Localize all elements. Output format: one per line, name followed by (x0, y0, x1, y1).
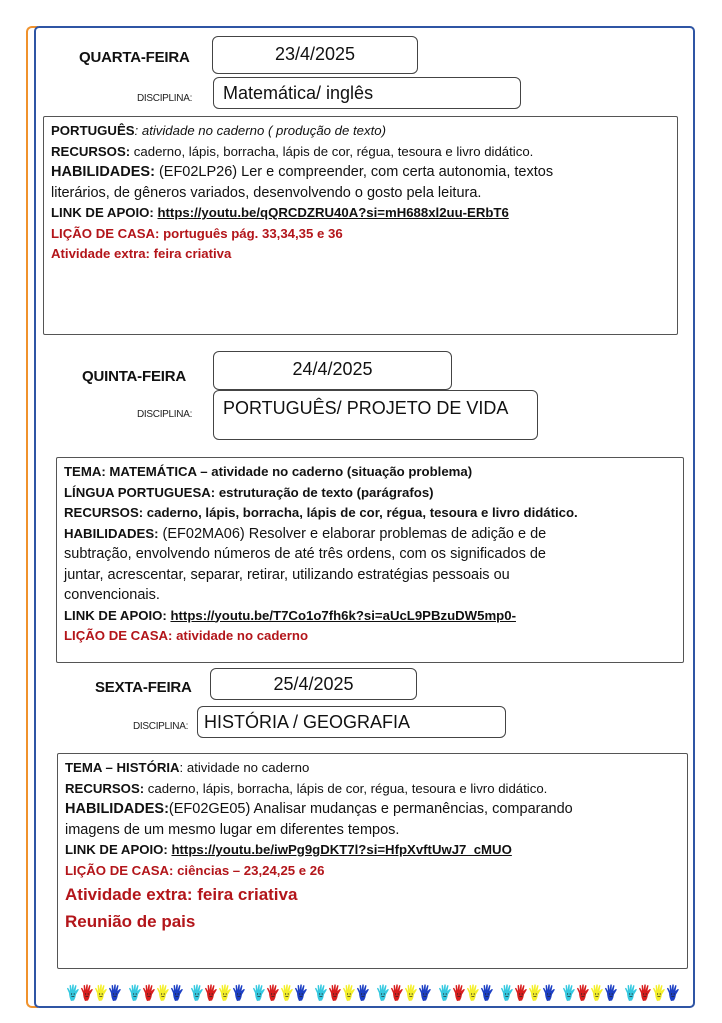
hand-icon (390, 984, 404, 1002)
hand-group-icon (562, 984, 618, 1002)
resources-text: caderno, lápis, borracha, lápis de cor, régua, tesoura e livro didático. (144, 780, 548, 796)
hand-icon (170, 984, 184, 1002)
skills-text-2: literários, de gêneros variados, desenvolvendo o gosto pela leitura. (51, 184, 482, 201)
hand-group-icon (128, 984, 184, 1002)
hand-icon (652, 984, 666, 1002)
hand-icon (80, 984, 94, 1002)
hand-icon (128, 984, 142, 1002)
extra-activity-text: Atividade extra: feira criativa (51, 246, 232, 261)
hand-icon (342, 984, 356, 1002)
resources-text: RECURSOS: caderno, lápis, borracha, lápis de cor, régua, tesoura e livro didático. (64, 505, 578, 520)
skills-text-3: juntar, acrescentar, separar, retirar, utilizando estratégias pessoais ou (64, 566, 510, 583)
hand-icon (94, 984, 108, 1002)
hands-row-icon (66, 984, 680, 1002)
hand-icon (404, 984, 418, 1002)
skills-label: HABILIDADES: (64, 525, 159, 541)
skills-text-1: (EF02MA06) Resolver e elaborar problemas de adição e de (158, 525, 547, 542)
hand-icon (500, 984, 514, 1002)
hand-icon (108, 984, 122, 1002)
discipline-field-thursday: PORTUGUÊS/ PROJETO DE VIDA (213, 390, 538, 440)
hand-icon (514, 984, 528, 1002)
hand-icon (576, 984, 590, 1002)
link-label: LINK DE APOIO: (64, 607, 171, 623)
hand-icon (452, 984, 466, 1002)
hand-group-icon (190, 984, 246, 1002)
skills-label: HABILIDADES: (51, 164, 155, 180)
skills-text-4: convencionais. (64, 587, 160, 603)
day-label-thursday: QUINTA-FEIRA (82, 368, 186, 385)
discipline-label-friday: DISCIPLINA: (133, 721, 189, 732)
hand-icon (190, 984, 204, 1002)
hand-icon (418, 984, 432, 1002)
skills-label: HABILIDADES: (65, 801, 169, 817)
hand-group-icon (314, 984, 370, 1002)
support-link[interactable]: https://youtu.be/qQRCDZRU40A?si=mH688xl2uu-ERbT6 (157, 205, 509, 220)
hand-icon (438, 984, 452, 1002)
homework-text: LIÇÃO DE CASA: ciências – 23,24,25 e 26 (65, 862, 325, 878)
theme-label: TEMA – HISTÓRIA (65, 760, 180, 775)
language-text: LÍNGUA PORTUGUESA: estruturação de texto (parágrafos) (64, 484, 434, 500)
hand-icon (528, 984, 542, 1002)
discipline-label-wednesday: DISCIPLINA: (137, 93, 193, 104)
skills-text-1: (EF02GE05) Analisar mudanças e permanências, comparando (168, 801, 573, 817)
hand-icon (666, 984, 680, 1002)
hand-icon (218, 984, 232, 1002)
homework-text: LIÇÃO DE CASA: português pág. 33,34,35 e 36 (51, 225, 343, 241)
hand-group-icon (500, 984, 556, 1002)
day-label-wednesday: QUARTA-FEIRA (79, 49, 190, 66)
hand-group-icon (66, 984, 122, 1002)
parents-meeting-text: Reunião de pais (65, 912, 196, 931)
day-label-friday: SEXTA-FEIRA (95, 679, 192, 696)
hand-icon (142, 984, 156, 1002)
hand-icon (624, 984, 638, 1002)
resources-text: caderno, lápis, borracha, lápis de cor, régua, tesoura e livro didático. (130, 143, 534, 159)
hand-icon (356, 984, 370, 1002)
hand-icon (638, 984, 652, 1002)
hand-icon (376, 984, 390, 1002)
hand-icon (590, 984, 604, 1002)
hand-icon (314, 984, 328, 1002)
hand-icon (562, 984, 576, 1002)
topic-label: PORTUGUÊS (51, 123, 135, 138)
support-link[interactable]: https://youtu.be/T7Co1o7fh6k?si=aUcL9PBzuDW5mp0- (170, 607, 516, 623)
discipline-field-friday: HISTÓRIA / GEOGRAFIA (197, 706, 506, 738)
skills-text-1: (EF02LP26) Ler e compreender, com certa autonomia, textos (154, 164, 554, 180)
hand-icon (466, 984, 480, 1002)
discipline-label-thursday: DISCIPLINA: (137, 409, 193, 420)
hand-icon (232, 984, 246, 1002)
theme-text: TEMA: MATEMÁTICA – atividade no caderno (situação problema) (64, 464, 473, 479)
theme-text: : atividade no caderno (179, 760, 310, 775)
activity-box-friday (57, 753, 688, 969)
hand-icon (204, 984, 218, 1002)
hand-icon (280, 984, 294, 1002)
hand-icon (252, 984, 266, 1002)
discipline-field-wednesday: Matemática/ inglês (213, 77, 521, 109)
resources-label: RECURSOS: (65, 780, 145, 796)
hand-icon (480, 984, 494, 1002)
homework-text: LIÇÃO DE CASA: atividade no caderno (64, 628, 309, 643)
hand-group-icon (624, 984, 680, 1002)
link-label: LINK DE APOIO: (51, 205, 158, 220)
hand-group-icon (438, 984, 494, 1002)
hand-group-icon (376, 984, 432, 1002)
hand-icon (604, 984, 618, 1002)
hand-icon (328, 984, 342, 1002)
extra-activity-text: Atividade extra: feira criativa (65, 885, 298, 904)
activity-box-wednesday (43, 116, 678, 335)
hand-icon (294, 984, 308, 1002)
date-field-wednesday: 23/4/2025 (212, 36, 418, 74)
skills-text-2: subtração, envolvendo números de até três ordens, com os significados de (64, 546, 546, 562)
date-field-friday: 25/4/2025 (210, 668, 417, 700)
topic-text: : atividade no caderno ( produção de texto) (134, 123, 386, 138)
skills-text-2: imagens de um mesmo lugar em diferentes tempos. (65, 821, 400, 838)
resources-label: RECURSOS: (51, 143, 131, 159)
link-label: LINK DE APOIO: (65, 842, 172, 857)
date-field-thursday: 24/4/2025 (213, 351, 452, 390)
hand-icon (542, 984, 556, 1002)
hand-group-icon (252, 984, 308, 1002)
activity-box-thursday (56, 457, 684, 663)
hand-icon (156, 984, 170, 1002)
hand-icon (266, 984, 280, 1002)
support-link[interactable]: https://youtu.be/iwPg9gDKT7l?si=HfpXvftUwJ7_cMUO (171, 842, 512, 857)
hand-icon (66, 984, 80, 1002)
